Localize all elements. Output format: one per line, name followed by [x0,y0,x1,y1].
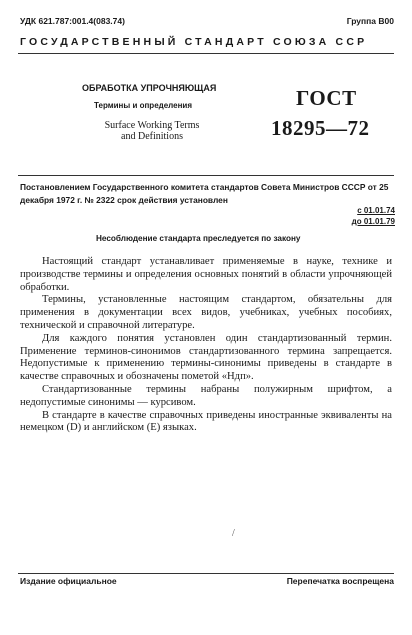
paragraph: В стандарте в качестве справочных приведены иностранные эквиваленты на немецком (D) и английском (E) языках. [20,409,392,434]
paragraph: Стандартизованные термины набраны полужирным шрифтом, а недопустимые синонимы — курсивом. [20,383,392,408]
gost-label: ГОСТ [296,86,357,110]
udk-code: УДК 621.787:001.4(083.74) [20,16,125,26]
document-title-en [82,120,222,142]
paragraph: Для каждого понятия установлен один стандартизованный термин. Применение терминов-синонимов стандартизованного термина запрещается. Недопустимые к применению термины-синонимы приведены в стандарте в качестве справочных и обозначены пометой «Ндп». [20,332,392,383]
stray-mark: / [232,528,235,539]
gost-number: 18295—72 [271,116,370,140]
state-standard-heading: ГОСУДАРСТВЕННЫЙ СТАНДАРТ СОЮЗА ССР [20,36,368,48]
middle-divider [18,175,394,176]
group-code: Группа В00 [346,16,394,26]
legal-warning: Несоблюдение стандарта преследуется по закону [96,234,301,243]
resolution-text: Постановлением Государственного комитета стандартов Совета Министров СССР от 25 декабря 1972 г. № 2322 срок действия установлен [20,182,389,205]
top-divider [18,53,394,54]
validity-from: с 01.01.74 [357,206,395,215]
document-subtitle-ru: Термины и определения [94,101,193,110]
official-edition-label: Издание официальное [20,576,117,586]
validity-to: до 01.01.79 [351,217,395,226]
reprint-prohibited-label: Перепечатка воспрещена [286,576,394,586]
body-text [20,256,392,435]
document-title-ru: ОБРАБОТКА УПРОЧНЯЮЩАЯ [82,83,217,93]
title-en-line-2: and Definitions [121,131,183,142]
paragraph: Настоящий стандарт устанавливает применяемые в науке, технике и производстве термины и определения основных понятий в области упрочняющей обработки. [20,256,392,293]
bottom-divider [18,573,394,574]
title-en-line-1: Surface Working Terms [104,120,200,131]
paragraph: Термины, установленные настоящим стандартом, обязательны для применения в документации всех видов, учебниках, учебных пособиях, технической и справочной литературе. [20,294,392,331]
